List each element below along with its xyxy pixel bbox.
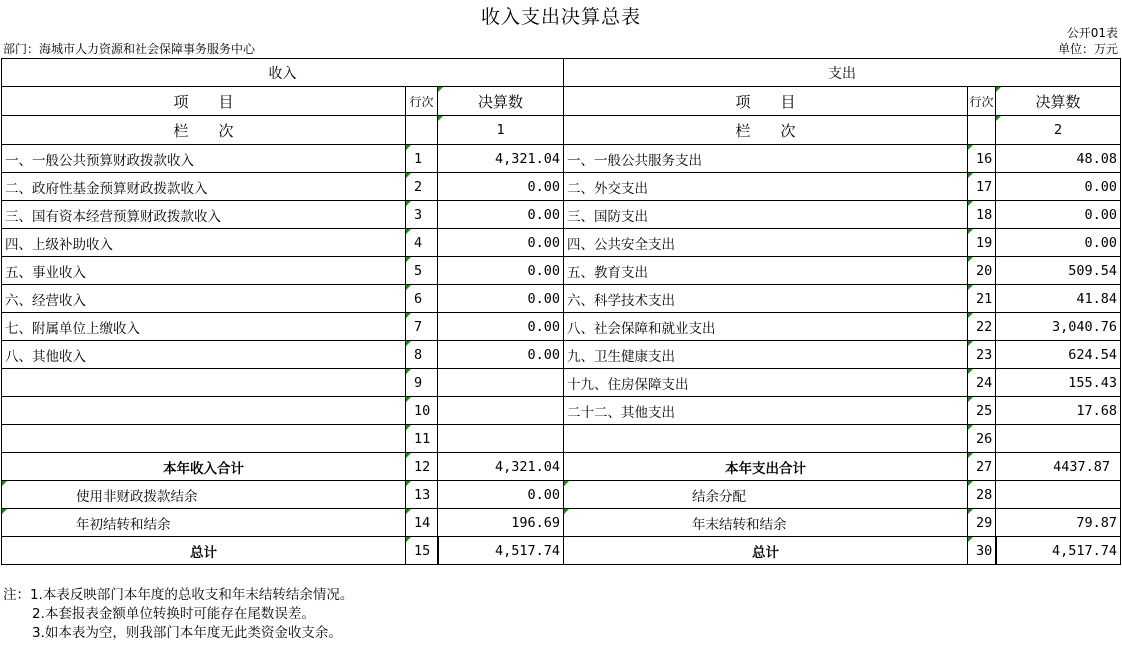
expense-amount: 155.43 bbox=[996, 369, 1121, 397]
income-row-number: 2 bbox=[406, 173, 438, 201]
surplus-distribution-value bbox=[996, 481, 1121, 509]
expense-row-number: 20 bbox=[968, 257, 996, 285]
header-row-column-index bbox=[2, 116, 1121, 145]
expense-amount-header: 决算数 bbox=[996, 87, 1121, 116]
income-amount bbox=[438, 425, 564, 453]
expense-item: 一、一般公共服务支出 bbox=[564, 145, 968, 173]
table-row bbox=[2, 229, 1121, 257]
expense-amount: 0.00 bbox=[996, 173, 1121, 201]
income-annual-total-label: 本年收入合计 bbox=[2, 453, 406, 481]
form-number: 公开01表 bbox=[1066, 26, 1118, 40]
expense-amount: 0.00 bbox=[996, 201, 1121, 229]
table-row bbox=[2, 397, 1121, 425]
income-amount: 0.00 bbox=[438, 173, 564, 201]
beginning-carryover-label: 年初结转和结余 bbox=[2, 509, 406, 537]
expense-section-header: 支出 bbox=[564, 59, 1121, 87]
income-row-number: 15 bbox=[406, 537, 438, 565]
income-row-number: 7 bbox=[406, 313, 438, 341]
income-row-number: 5 bbox=[406, 257, 438, 285]
income-row-number: 12 bbox=[406, 453, 438, 481]
expense-row-number: 19 bbox=[968, 229, 996, 257]
income-row-number: 13 bbox=[406, 481, 438, 509]
expense-amount: 624.54 bbox=[996, 341, 1121, 369]
table-row bbox=[2, 285, 1121, 313]
expense-item: 八、社会保障和就业支出 bbox=[564, 313, 968, 341]
income-item: 二、政府性基金预算财政拨款收入 bbox=[2, 173, 406, 201]
income-grand-total-value: 4,517.74 bbox=[438, 537, 564, 565]
footnote-2: 2.本套报表金额单位转换时可能存在尾数误差。 bbox=[32, 606, 315, 622]
income-row-number: 6 bbox=[406, 285, 438, 313]
expense-rowno-blank bbox=[968, 116, 996, 145]
income-row-number: 9 bbox=[406, 369, 438, 397]
income-item bbox=[2, 397, 406, 425]
table-row bbox=[2, 425, 1121, 453]
expense-amount: 509.54 bbox=[996, 257, 1121, 285]
expense-amount bbox=[996, 425, 1121, 453]
grand-total-row bbox=[2, 537, 1121, 565]
expense-item: 二十二、其他支出 bbox=[564, 397, 968, 425]
income-rowno-header: 行次 bbox=[406, 87, 438, 116]
expense-amount: 48.08 bbox=[996, 145, 1121, 173]
income-item: 六、经营收入 bbox=[2, 285, 406, 313]
income-expense-table bbox=[1, 58, 1121, 565]
expense-row-number: 26 bbox=[968, 425, 996, 453]
income-row-number: 10 bbox=[406, 397, 438, 425]
income-item-header: 项 目 bbox=[2, 87, 406, 116]
income-row-number: 1 bbox=[406, 145, 438, 173]
income-row-number: 8 bbox=[406, 341, 438, 369]
carryover-row bbox=[2, 509, 1121, 537]
expense-column-label: 栏 次 bbox=[564, 116, 968, 145]
expense-item: 十九、住房保障支出 bbox=[564, 369, 968, 397]
expense-row-number: 30 bbox=[968, 537, 996, 565]
expense-row-number: 24 bbox=[968, 369, 996, 397]
expense-annual-total-label: 本年支出合计 bbox=[564, 453, 968, 481]
income-annual-total-value: 4,321.04 bbox=[438, 453, 564, 481]
expense-item bbox=[564, 425, 968, 453]
expense-row-number: 21 bbox=[968, 285, 996, 313]
income-section-header: 收入 bbox=[2, 59, 564, 87]
table-row bbox=[2, 369, 1121, 397]
annual-total-row bbox=[2, 453, 1121, 481]
income-item: 三、国有资本经营预算财政拨款收入 bbox=[2, 201, 406, 229]
income-row-number: 3 bbox=[406, 201, 438, 229]
nonfiscal-surplus-value: 0.00 bbox=[438, 481, 564, 509]
table-row bbox=[2, 341, 1121, 369]
expense-item: 四、公共安全支出 bbox=[564, 229, 968, 257]
income-row-number: 14 bbox=[406, 509, 438, 537]
ending-carryover-label: 年末结转和结余 bbox=[564, 509, 968, 537]
expense-row-number: 23 bbox=[968, 341, 996, 369]
expense-amount: 0.00 bbox=[996, 229, 1121, 257]
income-item: 一、一般公共预算财政拨款收入 bbox=[2, 145, 406, 173]
expense-item: 五、教育支出 bbox=[564, 257, 968, 285]
income-item: 五、事业收入 bbox=[2, 257, 406, 285]
income-amount: 0.00 bbox=[438, 257, 564, 285]
income-amount: 0.00 bbox=[438, 341, 564, 369]
expense-row-number: 29 bbox=[968, 509, 996, 537]
header-row-sections bbox=[2, 59, 1121, 87]
surplus-distribution-label: 结余分配 bbox=[564, 481, 968, 509]
expense-column-number: 2 bbox=[996, 116, 1121, 145]
income-item: 七、附属单位上缴收入 bbox=[2, 313, 406, 341]
table-row bbox=[2, 173, 1121, 201]
expense-amount: 3,040.76 bbox=[996, 313, 1121, 341]
income-amount: 0.00 bbox=[438, 201, 564, 229]
income-row-number: 11 bbox=[406, 425, 438, 453]
nonfiscal-surplus-label: 使用非财政拨款结余 bbox=[2, 481, 406, 509]
footnote-3: 3.如本表为空，则我部门本年度无此类资金收支余。 bbox=[32, 625, 342, 641]
table-row bbox=[2, 145, 1121, 173]
expense-rowno-header: 行次 bbox=[968, 87, 996, 116]
beginning-carryover-value: 196.69 bbox=[438, 509, 564, 537]
expense-amount: 17.68 bbox=[996, 397, 1121, 425]
income-grand-total-label: 总计 bbox=[2, 537, 406, 565]
header-row-columns bbox=[2, 87, 1121, 116]
table-row bbox=[2, 313, 1121, 341]
expense-grand-total-label: 总计 bbox=[564, 537, 968, 565]
department-label: 部门：海城市人力资源和社会保障事务服务中心 bbox=[3, 42, 256, 56]
expense-annual-total-value: 4437.87 bbox=[996, 453, 1121, 481]
table-row bbox=[2, 201, 1121, 229]
expense-row-number: 18 bbox=[968, 201, 996, 229]
income-item: 八、其他收入 bbox=[2, 341, 406, 369]
income-amount: 4,321.04 bbox=[438, 145, 564, 173]
expense-row-number: 17 bbox=[968, 173, 996, 201]
expense-item: 三、国防支出 bbox=[564, 201, 968, 229]
expense-item: 二、外交支出 bbox=[564, 173, 968, 201]
income-rowno-blank bbox=[406, 116, 438, 145]
income-item: 四、上级补助收入 bbox=[2, 229, 406, 257]
expense-row-number: 27 bbox=[968, 453, 996, 481]
expense-grand-total-value: 4,517.74 bbox=[996, 537, 1121, 565]
expense-row-number: 22 bbox=[968, 313, 996, 341]
report-title: 收入支出决算总表 bbox=[480, 6, 641, 28]
expense-item: 九、卫生健康支出 bbox=[564, 341, 968, 369]
income-row-number: 4 bbox=[406, 229, 438, 257]
income-amount: 0.00 bbox=[438, 313, 564, 341]
surplus-row bbox=[2, 481, 1121, 509]
expense-item-header: 项 目 bbox=[564, 87, 968, 116]
unit-label: 单位：万元 bbox=[1057, 42, 1118, 56]
income-item bbox=[2, 369, 406, 397]
income-item bbox=[2, 425, 406, 453]
income-column-number: 1 bbox=[438, 116, 564, 145]
income-amount bbox=[438, 369, 564, 397]
expense-row-number: 16 bbox=[968, 145, 996, 173]
income-amount: 0.00 bbox=[438, 285, 564, 313]
footnotes bbox=[3, 586, 353, 643]
expense-row-number: 25 bbox=[968, 397, 996, 425]
income-column-label: 栏 次 bbox=[2, 116, 406, 145]
income-amount-header: 决算数 bbox=[438, 87, 564, 116]
income-amount: 0.00 bbox=[438, 229, 564, 257]
expense-row-number: 28 bbox=[968, 481, 996, 509]
ending-carryover-value: 79.87 bbox=[996, 509, 1121, 537]
income-amount bbox=[438, 397, 564, 425]
expense-amount: 41.84 bbox=[996, 285, 1121, 313]
table-row bbox=[2, 257, 1121, 285]
expense-item: 六、科学技术支出 bbox=[564, 285, 968, 313]
footnote-1: 注：1.本表反映部门本年度的总收支和年末结转结余情况。 bbox=[3, 587, 354, 603]
